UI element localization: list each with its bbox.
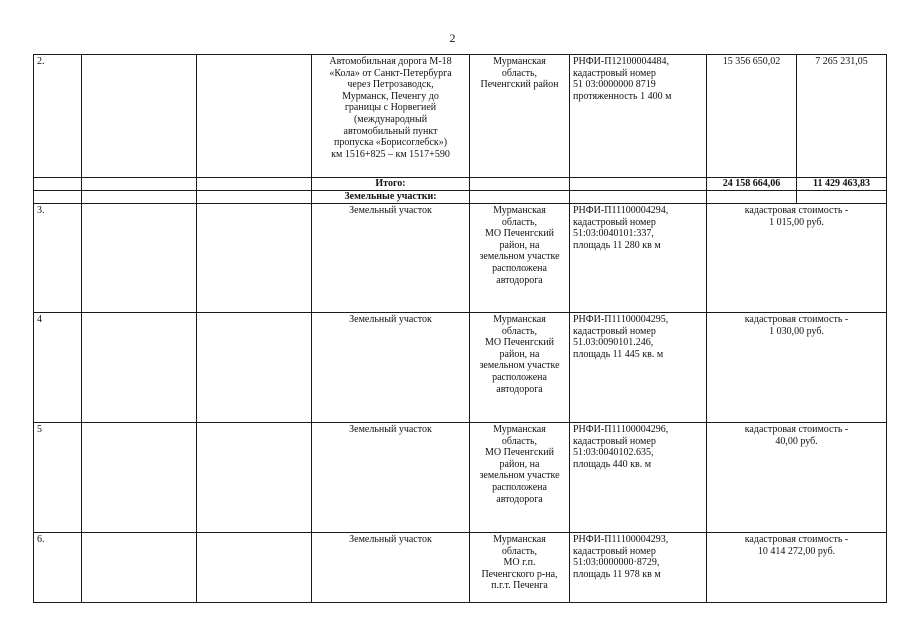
object-name: Земельный участок <box>312 533 470 603</box>
register-info: РНФИ-П11100004296, кадастровый номер 51:03:0040102.635, площадь 440 кв. м <box>570 423 707 533</box>
object-location: Мурманская область, МО Печенгский район, на земельном участке расположена автодорога <box>470 313 570 423</box>
object-name: Земельный участок <box>312 313 470 423</box>
table-row <box>34 55 887 178</box>
empty-cell <box>470 178 570 191</box>
register-info: РНФИ-П11100004294, кадастровый номер 51:03:0040101:337, площадь 11 280 кв м <box>570 204 707 313</box>
object-name: Автомобильная дорога М-18 «Кола» от Санкт-Петербурга через Петрозаводск, Мурманск, Печенгу до границы с Норвегией (международный автомобильный пункт пропуска «Борисоглебск») км 1516+825 – км 1517+590 <box>312 55 470 178</box>
empty-cell <box>82 423 197 533</box>
page-number: 2 <box>449 31 456 45</box>
empty-cell <box>82 55 197 178</box>
cadastral-cost: кадастровая стоимость - 1 015,00 руб. <box>707 204 887 313</box>
row-number: 6. <box>34 533 82 603</box>
empty-cell <box>82 191 197 204</box>
register-info: РНФИ-П11100004295, кадастровый номер 51.03:0090101.246, площадь 11 445 кв. м <box>570 313 707 423</box>
cadastral-cost: кадастровая стоимость - 40,00 руб. <box>707 423 887 533</box>
row-number: 4 <box>34 313 82 423</box>
empty-cell <box>197 204 312 313</box>
empty-cell <box>197 423 312 533</box>
row-number: 3. <box>34 204 82 313</box>
row-number: 2. <box>34 55 82 178</box>
register-info: РНФИ-П12100004484, кадастровый номер 51 03:0000000 8719 протяженность 1 400 м <box>570 55 707 178</box>
row-number: 5 <box>34 423 82 533</box>
empty-cell <box>197 191 312 204</box>
empty-cell <box>797 191 887 204</box>
table-row <box>34 533 887 603</box>
residual-value: 7 265 231,05 <box>797 55 887 178</box>
object-location: Мурманская область, МО г.п. Печенгского р-на, п.г.т. Печенга <box>470 533 570 603</box>
object-name: Земельный участок <box>312 423 470 533</box>
total-residual-value: 11 429 463,83 <box>797 178 887 191</box>
empty-cell <box>197 313 312 423</box>
empty-cell <box>707 191 797 204</box>
cadastral-cost: кадастровая стоимость - 10 414 272,00 руб. <box>707 533 887 603</box>
object-location: Мурманская область, МО Печенгский район, на земельном участке расположена автодорога <box>470 423 570 533</box>
object-location: Мурманская область, МО Печенгский район, на земельном участке расположена автодорога <box>470 204 570 313</box>
empty-cell <box>34 178 82 191</box>
object-location: Мурманская область, Печенгский район <box>470 55 570 178</box>
empty-cell <box>82 204 197 313</box>
property-table <box>33 54 887 603</box>
empty-cell <box>197 533 312 603</box>
total-label: Итого: <box>312 178 470 191</box>
cadastral-cost: кадастровая стоимость - 1 030,00 руб. <box>707 313 887 423</box>
empty-cell <box>82 533 197 603</box>
register-info: РНФИ-П11100004293, кадастровый номер 51:03:0000000·8729, площадь 11 978 кв м <box>570 533 707 603</box>
empty-cell <box>470 191 570 204</box>
table-row <box>34 204 887 313</box>
book-value: 15 356 650,02 <box>707 55 797 178</box>
empty-cell <box>82 178 197 191</box>
total-row <box>34 178 887 191</box>
total-book-value: 24 158 664,06 <box>707 178 797 191</box>
section-row <box>34 191 887 204</box>
object-name: Земельный участок <box>312 204 470 313</box>
empty-cell <box>197 55 312 178</box>
empty-cell <box>82 313 197 423</box>
empty-cell <box>197 178 312 191</box>
table-row <box>34 423 887 533</box>
section-title: Земельные участки: <box>312 191 470 204</box>
empty-cell <box>570 178 707 191</box>
empty-cell <box>34 191 82 204</box>
table-row <box>34 313 887 423</box>
empty-cell <box>570 191 707 204</box>
